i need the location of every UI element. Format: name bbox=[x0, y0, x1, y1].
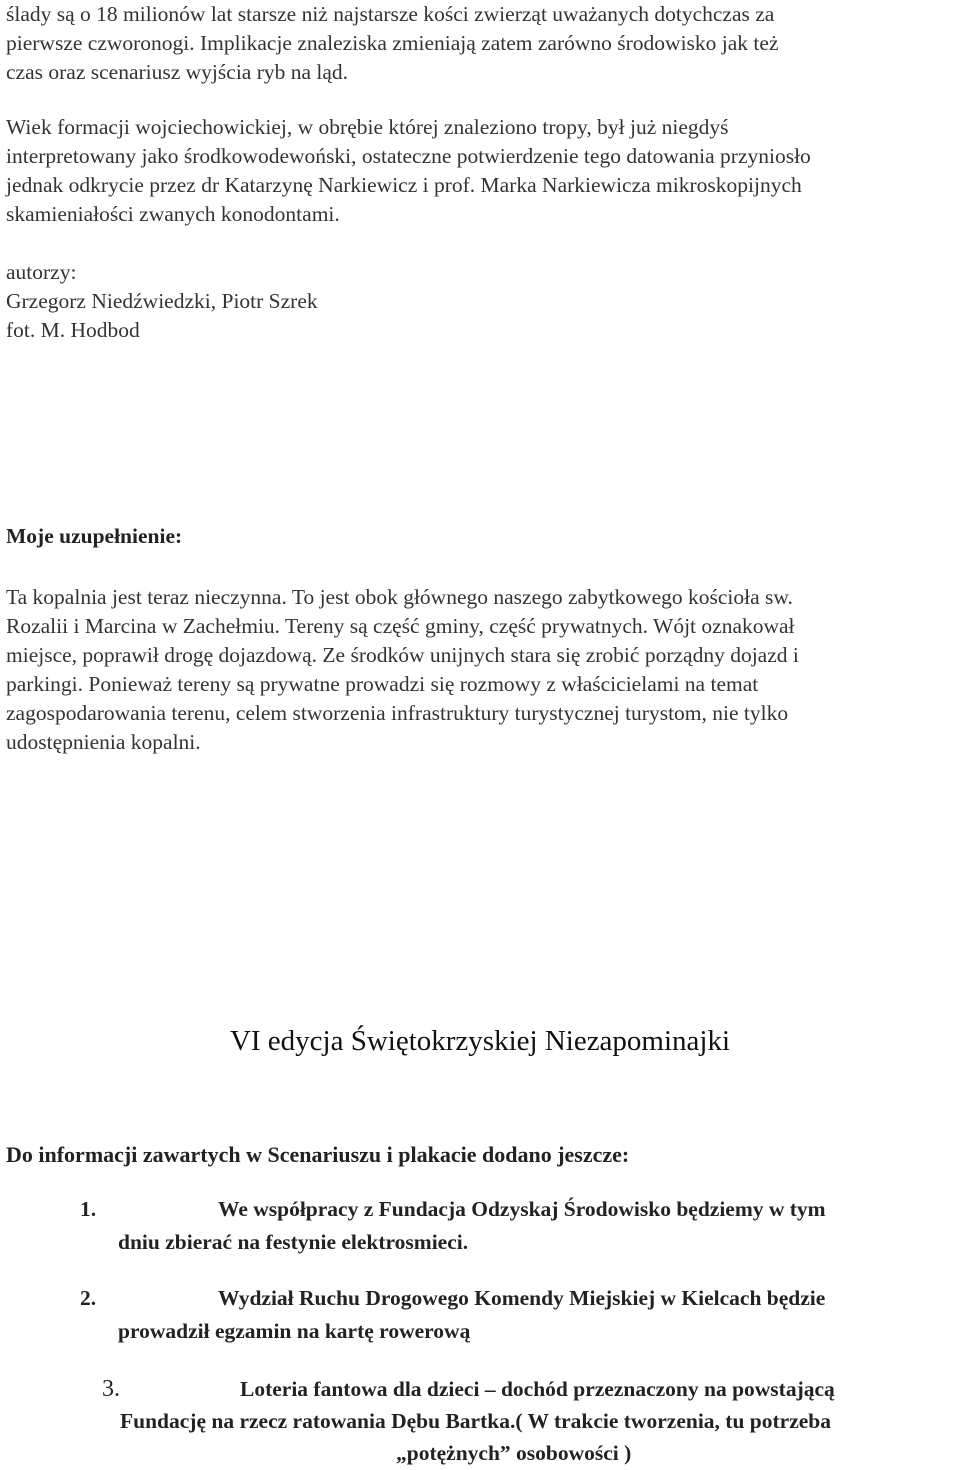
credits-authors: Grzegorz Niedźwiedzki, Piotr Szrek bbox=[6, 289, 318, 313]
text-line: ślady są o 18 milionów lat starsze niż najstarsze kości zwierząt uważanych dotychczas za bbox=[6, 2, 775, 26]
text-line: udostępnienia kopalni. bbox=[6, 730, 201, 754]
list-item bbox=[80, 1193, 950, 1259]
text-line: Ta kopalnia jest teraz nieczynna. To jest obok głównego naszego zabytkowego kościoła sw. bbox=[6, 585, 793, 609]
supplement-paragraph bbox=[6, 583, 954, 757]
dating-paragraph bbox=[6, 113, 954, 229]
credits-label: autorzy: bbox=[6, 260, 77, 284]
list-line: Fundację na rzecz ratowania Dębu Bartka.( W trakcie tworzenia, tu potrzeba bbox=[120, 1409, 831, 1433]
list-item bbox=[100, 1373, 960, 1470]
list-number: 2. bbox=[80, 1286, 97, 1310]
supplement-heading-text: Moje uzupełnienie: bbox=[6, 524, 183, 548]
list-line: Loteria fantowa dla dzieci – dochód przeznaczony na powstającą bbox=[240, 1377, 835, 1401]
list-line: prowadził egzamin na kartę rowerową bbox=[118, 1319, 471, 1343]
text-line: Rozalii i Marcina w Zachełmiu. Tereny są część gminy, część prywatnych. Wójt oznakował bbox=[6, 614, 795, 638]
text-line: Wiek formacji wojciechowickiej, w obrębie której znaleziono tropy, był już niegdyś bbox=[6, 115, 729, 139]
list-item bbox=[80, 1282, 950, 1348]
text-line: czas oraz scenariusz wyjścia ryb na ląd. bbox=[6, 60, 349, 84]
intro-paragraph bbox=[6, 0, 954, 87]
event-subheading: Do informacji zawartych w Scenariuszu i plakacie dodano jeszcze: bbox=[6, 1142, 630, 1167]
text-line: pierwsze czworonogi. Implikacje znaleziska zmieniają zatem zarówno środowisko jak też bbox=[6, 31, 779, 55]
text-line: skamieniałości zwanych konodontami. bbox=[6, 202, 340, 226]
list-number: 3. bbox=[102, 1376, 120, 1402]
text-line: parkingi. Ponieważ tereny są prywatne prowadzi się rozmowy z właścicielami na temat bbox=[6, 672, 759, 696]
list-line: dniu zbierać na festynie elektrosmieci. bbox=[118, 1230, 469, 1254]
text-line: interpretowany jako środkowodewoński, ostateczne potwierdzenie tego datowania przyniosło bbox=[6, 144, 811, 168]
text-line: miejsce, poprawił drogę dojazdową. Ze środków unijnych stara się zrobić porządny dojazd i bbox=[6, 643, 799, 667]
credits-photo: fot. M. Hodbod bbox=[6, 318, 140, 342]
credits bbox=[6, 258, 954, 345]
list-number: 1. bbox=[80, 1197, 97, 1221]
text-line: jednak odkrycie przez dr Katarzynę Narkiewicz i prof. Marka Narkiewicza mikroskopijnych bbox=[6, 173, 802, 197]
text-line: zagospodarowania terenu, celem stworzenia infrastruktury turystycznej turystom, nie tylko bbox=[6, 701, 789, 725]
event-title: VI edycja Świętokrzyskiej Niezapominajki bbox=[229, 1025, 731, 1057]
list-line: „potężnych” osobowości ) bbox=[396, 1441, 632, 1465]
list-line: We współpracy z Fundacja Odzyskaj Środowisko będziemy w tym bbox=[218, 1197, 826, 1221]
list-line: Wydział Ruchu Drogowego Komendy Miejskiej w Kielcach będzie bbox=[218, 1286, 826, 1310]
supplement-heading bbox=[6, 524, 954, 549]
